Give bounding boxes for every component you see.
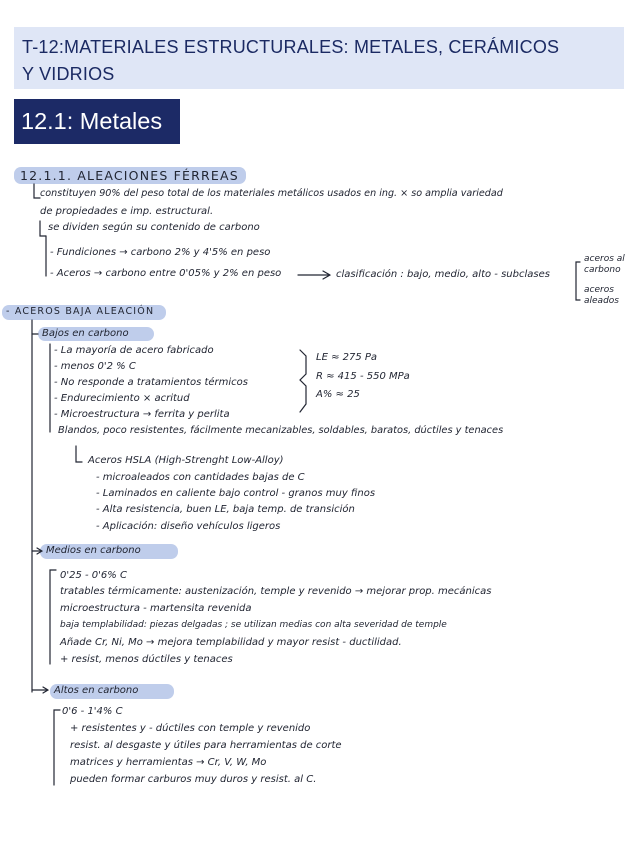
altos-item-4: matrices y herramientas → Cr, V, W, Mo xyxy=(70,757,267,768)
bajos-heading: Bajos en carbono xyxy=(42,328,129,339)
clasificacion-line: clasificación : bajo, medio, alto - subclases xyxy=(336,269,550,280)
intro-line-3: se dividen según su contenido de carbono xyxy=(48,222,260,233)
altos-item-5: pueden formar carburos muy duros y resist. al C. xyxy=(70,774,317,785)
bajos-item-5: - Microestructura → ferrita y perlita xyxy=(54,409,230,420)
bajos-item-4: - Endurecimiento × acritud xyxy=(54,393,190,404)
bajos-item-1: - La mayoría de acero fabricado xyxy=(54,345,214,356)
medios-item-3: microestructura - martensita revenida xyxy=(60,603,252,614)
subclase-aceros-carbono: aceros al carbono xyxy=(584,254,625,275)
bajos-item-3: - No responde a tratamientos térmicos xyxy=(54,377,249,388)
subclase-aceros-aleados: aceros aleados xyxy=(584,285,619,306)
intro-line-2: de propiedades e imp. estructural. xyxy=(40,206,214,217)
medios-item-4: baja templabilidad: piezas delgadas ; se utilizan medias con alta severidad de temple xyxy=(60,620,447,630)
bajos-item-2: - menos 0'2 % C xyxy=(54,361,136,372)
intro-line-1: constituyen 90% del peso total de los materiales metálicos usados en ing. × so amplia variedad xyxy=(40,188,503,199)
fundiciones-line: - Fundiciones → carbono 2% y 4'5% en peso xyxy=(50,247,271,258)
hsla-item-2: - Laminados en caliente bajo control - granos muy finos xyxy=(96,488,376,499)
altos-heading: Altos en carbono xyxy=(54,685,139,696)
aceros-line: - Aceros → carbono entre 0'05% y 2% en peso xyxy=(50,268,282,279)
title-line-2: Y VIDRIOS xyxy=(22,64,115,84)
baja-aleacion-heading: - ACEROS BAJA ALEACIÓN xyxy=(6,306,155,317)
subsection-heading: 12.1.1. ALEACIONES FÉRREAS xyxy=(20,168,239,183)
bajos-item-6: Blandos, poco resistentes, fácilmente mecanizables, soldables, baratos, dúctiles y tenaces xyxy=(58,425,504,436)
bajos-prop-a: A% ≈ 25 xyxy=(316,389,360,400)
medios-item-1: 0'25 - 0'6% C xyxy=(60,570,127,581)
hsla-item-1: - microaleados con cantidades bajas de C xyxy=(96,472,305,483)
hsla-heading: Aceros HSLA (High-Strenght Low-Alloy) xyxy=(88,455,284,466)
title-line-1: T-12:MATERIALES ESTRUCTURALES: METALES, CERÁMICOS xyxy=(22,37,560,57)
altos-item-2: + resistentes y - dúctiles con temple y revenido xyxy=(70,723,311,734)
section-heading-text: 12.1: Metales xyxy=(21,108,163,134)
hsla-item-4: - Aplicación: diseño vehículos ligeros xyxy=(96,521,281,532)
altos-item-1: 0'6 - 1'4% C xyxy=(62,706,123,717)
medios-heading: Medios en carbono xyxy=(46,545,141,556)
medios-item-2: tratables térmicamente: austenización, temple y revenido → mejorar prop. mecánicas xyxy=(60,586,492,597)
medios-item-6: + resist, menos dúctiles y tenaces xyxy=(60,654,233,665)
altos-item-3: resist. al desgaste y útiles para herramientas de corte xyxy=(70,740,342,751)
bajos-prop-r: R ≈ 415 - 550 MPa xyxy=(316,371,410,382)
bajos-prop-le: LE ≈ 275 Pa xyxy=(316,352,378,363)
hsla-item-3: - Alta resistencia, buen LE, baja temp. de transición xyxy=(96,504,355,515)
medios-item-5: Añade Cr, Ni, Mo → mejora templabilidad y mayor resist - ductilidad. xyxy=(60,637,402,648)
